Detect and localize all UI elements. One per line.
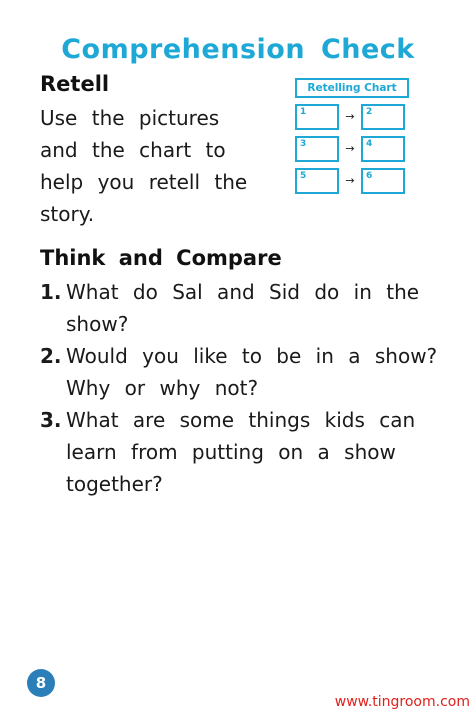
retelling-chart (295, 78, 409, 198)
chart-box-label: 4 (366, 139, 373, 149)
arrow-right-icon: → (345, 110, 355, 123)
page-number-badge: 8 (27, 669, 55, 697)
think-and-compare-heading: Think and Compare (40, 246, 282, 270)
chart-box-6 (361, 168, 405, 194)
question-item (40, 404, 440, 500)
arrow-right-icon: → (345, 174, 355, 187)
chart-box-label: 2 (366, 107, 373, 117)
retell-instructions: Use the pictures and the chart to help you retell the story. (40, 106, 248, 226)
retelling-chart-title: Retelling Chart (295, 78, 409, 98)
arrow-right-icon: → (345, 142, 355, 155)
chart-box-label: 5 (300, 171, 307, 181)
question-item (40, 340, 440, 404)
chart-box-5 (295, 168, 339, 194)
chart-box-3 (295, 136, 339, 162)
question-text: Would you like to be in a show? Why or why not? (66, 344, 438, 400)
chart-box-label: 3 (300, 139, 307, 149)
chart-box-4 (361, 136, 405, 162)
question-text: What are some things kids can learn from putting on a show together? (66, 408, 416, 496)
chart-box-2 (361, 104, 405, 130)
chart-box-1 (295, 104, 339, 130)
watermark-text: www.tingroom.com (334, 694, 470, 710)
chart-box-label: 6 (366, 171, 373, 181)
page-title: Comprehension Check (61, 34, 415, 65)
question-number: 3. (40, 408, 62, 432)
question-text: What do Sal and Sid do in the show? (66, 280, 420, 336)
question-item (40, 276, 440, 340)
retell-heading: Retell (40, 72, 110, 96)
question-list (40, 276, 440, 500)
question-number: 1. (40, 280, 62, 304)
chart-box-label: 1 (300, 107, 307, 117)
question-number: 2. (40, 344, 62, 368)
